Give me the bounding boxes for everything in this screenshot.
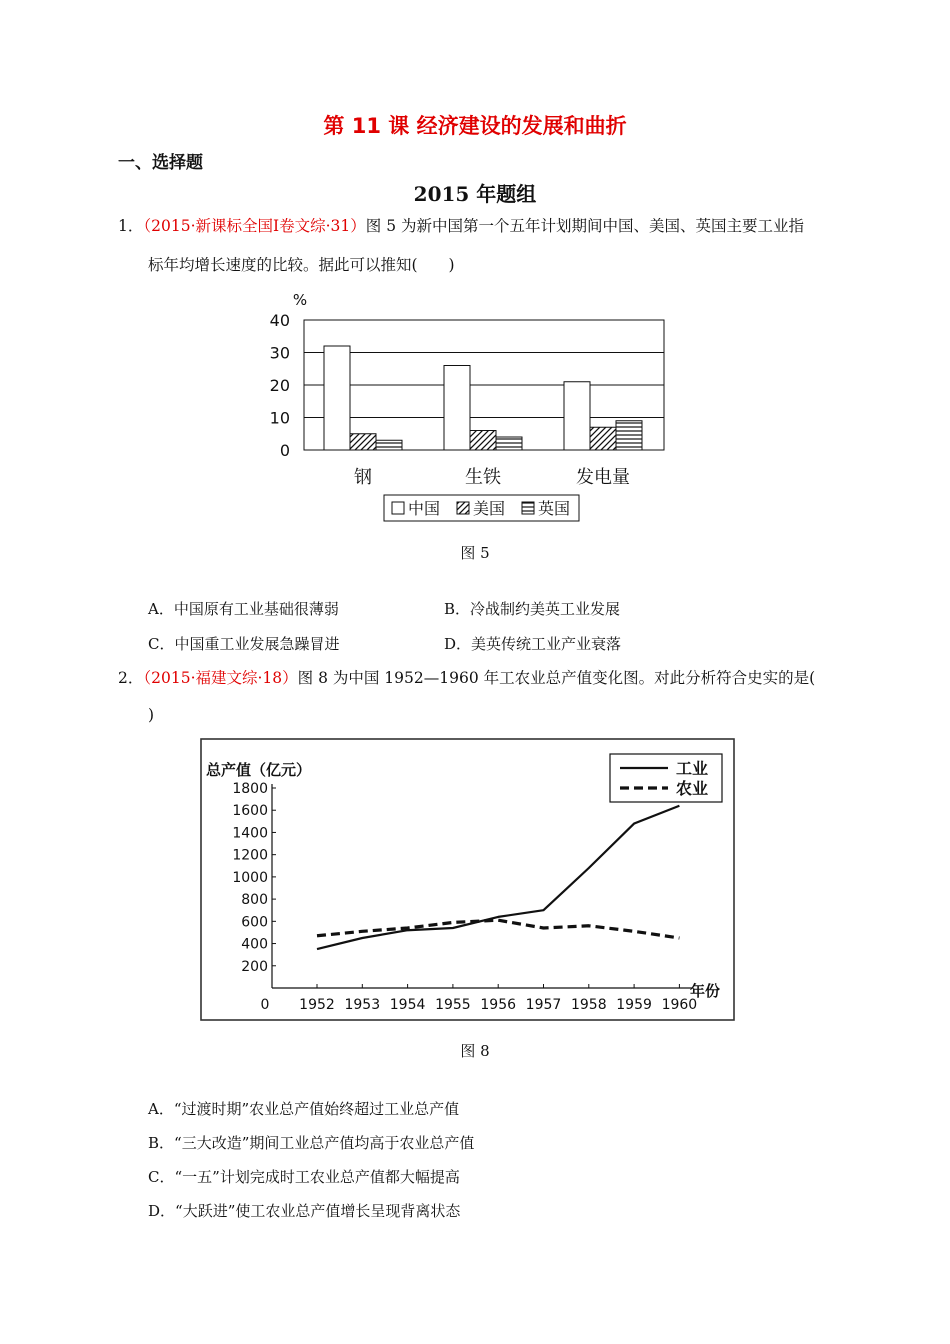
x-category-label: 发电量 xyxy=(576,467,630,488)
y-tick-label: 1000 xyxy=(232,869,268,886)
legend-swatch xyxy=(457,502,469,514)
x-tick-label: 1957 xyxy=(525,997,562,1013)
option-2c[interactable]: C．“一五”计划完成时工农业总产值都大幅提高 xyxy=(148,1168,460,1186)
y-tick-label: 1600 xyxy=(232,803,268,820)
option-1b[interactable]: B．冷战制约美英工业发展 xyxy=(444,600,621,618)
y-tick-label: 200 xyxy=(241,958,268,975)
y-tick-label: 800 xyxy=(241,892,268,909)
page-title: 第 11 课 经济建设的发展和曲折 xyxy=(323,114,627,138)
x-tick-label: 1956 xyxy=(480,997,517,1013)
bar-chart xyxy=(262,285,682,530)
legend-label: 中国 xyxy=(408,499,441,518)
bar-美国 xyxy=(350,434,376,450)
bar-中国 xyxy=(564,382,590,450)
legend-swatch xyxy=(392,502,404,514)
y-tick-label: 0 xyxy=(279,441,290,460)
x-tick-label: 1953 xyxy=(344,997,381,1013)
option-1d[interactable]: D．美英传统工业产业衰落 xyxy=(444,635,622,653)
y-tick-label: 1400 xyxy=(232,825,268,842)
y-axis-label: % xyxy=(292,291,308,309)
x-tick-label: 1958 xyxy=(570,997,607,1013)
x-axis-label: 年份 xyxy=(690,982,721,1000)
y-tick-label: 1800 xyxy=(232,781,268,797)
x-category-label: 生铁 xyxy=(465,467,501,488)
y-tick-label: 20 xyxy=(269,376,290,395)
option-1a[interactable]: A．中国原有工业基础很薄弱 xyxy=(148,600,339,618)
legend-label: 英国 xyxy=(538,499,571,518)
bar-中国 xyxy=(324,346,350,450)
question-text: 图 8 为中国 1952—1960 年工农业总产值变化图。对此分析符合史实的是( xyxy=(297,669,816,687)
bar-美国 xyxy=(590,427,616,450)
x-category-label: 钢 xyxy=(354,467,372,488)
question-2-line1 xyxy=(118,661,815,695)
legend-label: 农业 xyxy=(676,779,709,798)
question-number: 2． xyxy=(118,669,144,687)
legend-swatch xyxy=(522,502,534,514)
question-source: （2015·新课标全国Ⅰ卷文综·31） xyxy=(143,217,366,235)
y-tick-label: 10 xyxy=(269,408,290,428)
bar-英国 xyxy=(376,440,402,450)
option-2a[interactable]: A．“过渡时期”农业总产值始终超过工业总产值 xyxy=(148,1100,460,1118)
question-text: 图 5 为新中国第一个五年计划期间中国、美国、英国主要工业指 xyxy=(365,217,804,235)
section-heading: 一、选择题 xyxy=(118,153,203,173)
question-number: 1． xyxy=(118,217,144,235)
x-tick-label: 1954 xyxy=(389,997,426,1013)
y-tick-label: 30 xyxy=(269,343,290,363)
question-source: （2015·福建文综·18） xyxy=(143,669,298,687)
x-tick-label: 1959 xyxy=(616,997,652,1013)
x-tick-label: 1960 xyxy=(661,997,698,1013)
question-1-line2: 标年均增长速度的比较。据此可以推知( ) xyxy=(148,256,455,274)
figure-caption-2: 图 8 xyxy=(460,1042,490,1060)
x-tick-label: 1952 xyxy=(299,997,335,1013)
legend-label: 美国 xyxy=(473,499,506,518)
option-2b[interactable]: B．“三大改造”期间工业总产值均高于农业总产值 xyxy=(148,1134,475,1152)
x-tick-label: 1955 xyxy=(435,997,471,1013)
y-axis-label: 总产值（亿元） xyxy=(206,761,312,779)
question-2-line2: ) xyxy=(148,706,155,724)
legend-label: 工业 xyxy=(676,759,709,778)
option-1c[interactable]: C．中国重工业发展急躁冒进 xyxy=(148,635,340,653)
option-2d[interactable]: D．“大跃进”使工农业总产值增长呈现背离状态 xyxy=(148,1202,461,1220)
question-1-line1 xyxy=(118,209,804,243)
bar-英国 xyxy=(616,421,642,450)
figure-caption-1: 图 5 xyxy=(460,544,490,562)
origin-label: 0 xyxy=(260,997,270,1013)
line-chart xyxy=(200,738,736,1022)
y-tick-label: 40 xyxy=(269,311,290,330)
bar-美国 xyxy=(470,431,496,451)
y-tick-label: 1200 xyxy=(232,847,268,864)
bar-中国 xyxy=(444,366,470,451)
y-tick-label: 400 xyxy=(241,936,268,953)
group-heading: 2015 年题组 xyxy=(413,182,537,206)
bar-英国 xyxy=(496,437,522,450)
y-tick-label: 600 xyxy=(241,914,268,931)
